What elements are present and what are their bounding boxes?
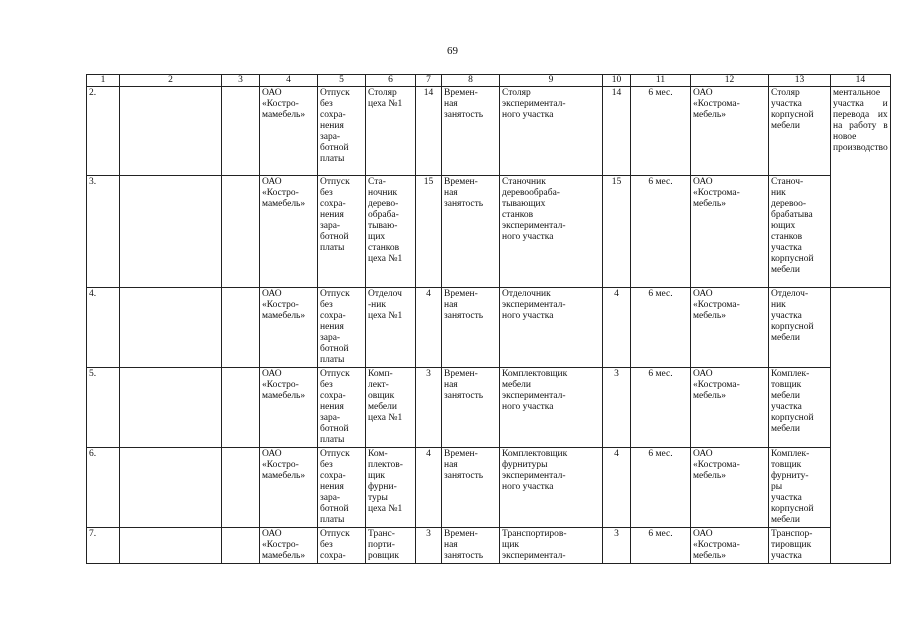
measure-cell: Отпуск без сохра- нения зара- ботной платы [318,87,366,176]
header-cell: 12 [691,75,769,87]
new-profession-cell: Комплектовщик мебели экспериментал- ного участка [500,368,603,448]
measure-cell: Отпуск без сохра- нения зара- ботной платы [318,448,366,528]
profession-cell: Отделоч -ник цеха №1 [366,288,416,368]
new-profession-cell: Столяр экспериментал- ного участка [500,87,603,176]
new-count-cell: 15 [603,176,631,288]
target-position-cell: Станоч- ник деревоо- брабатыва ющих станков участка корпусной мебели [769,176,831,288]
header-cell: 5 [318,75,366,87]
count-cell: 4 [416,288,442,368]
header-cell: 4 [260,75,318,87]
duration-cell: 6 мес. [631,87,691,176]
cell-col2 [120,176,222,288]
header-cell: 3 [222,75,260,87]
cell-col3 [222,368,260,448]
table-row [87,528,891,564]
organization-cell: ОАО «Костро- мамебель» [260,288,318,368]
new-count-cell: 14 [603,87,631,176]
organization-cell: ОАО «Костро- мамебель» [260,448,318,528]
organization-cell: ОАО «Костро- мамебель» [260,87,318,176]
count-cell: 14 [416,87,442,176]
count-cell: 3 [416,528,442,564]
header-cell: 13 [769,75,831,87]
employment-type-cell: Времен- ная занятость [442,528,500,564]
new-profession-cell: Комплектовщик фурнитуры экспериментал- ного участка [500,448,603,528]
header-cell: 11 [631,75,691,87]
new-organization-cell: ОАО «Кострома- мебель» [691,448,769,528]
header-cell: 14 [831,75,891,87]
table-row [87,87,891,176]
duration-cell: 6 мес. [631,528,691,564]
new-organization-cell: ОАО «Кострома- мебель» [691,288,769,368]
cell-col2 [120,528,222,564]
count-cell: 4 [416,448,442,528]
document-table [86,74,891,564]
header-cell: 1 [87,75,120,87]
new-profession-cell: Станочник деревообраба- тывающих станков экспериментал- ного участка [500,176,603,288]
new-profession-cell: Отделочник экспериментал- ного участка [500,288,603,368]
measure-cell: Отпуск без сохра- [318,528,366,564]
table-row [87,288,891,368]
new-count-cell: 3 [603,528,631,564]
new-count-cell: 4 [603,288,631,368]
cell-col2 [120,368,222,448]
target-position-cell: Комплек- товщик фурниту- ры участка корпусной мебели [769,448,831,528]
measure-cell: Отпуск без сохра- нения зара- ботной платы [318,288,366,368]
target-position-cell: Отделоч- ник участка корпусной мебели [769,288,831,368]
row-number: 5. [87,368,120,448]
organization-cell: ОАО «Костро- мамебель» [260,176,318,288]
row-number: 3. [87,176,120,288]
target-position-cell: Комплек- товщик мебели участка корпусной мебели [769,368,831,448]
page-number: 69 [447,45,458,57]
cell-col3 [222,448,260,528]
table-row [87,448,891,528]
employment-type-cell: Времен- ная занятость [442,87,500,176]
cell-col3 [222,176,260,288]
target-position-cell: Столяр участка корпусной мебели [769,87,831,176]
duration-cell: 6 мес. [631,176,691,288]
organization-cell: ОАО «Костро- мамебель» [260,528,318,564]
measure-cell: Отпуск без сохра- нения зара- ботной платы [318,176,366,288]
header-cell: 7 [416,75,442,87]
profession-cell: Ком- плектов- щик фурни- туры цеха №1 [366,448,416,528]
employment-type-cell: Времен- ная занятость [442,448,500,528]
note-cell-empty [831,288,891,564]
count-cell: 3 [416,368,442,448]
duration-cell: 6 мес. [631,288,691,368]
header-row [87,75,891,87]
new-organization-cell: ОАО «Кострома- мебель» [691,368,769,448]
employment-type-cell: Времен- ная занятость [442,176,500,288]
profession-cell: Ста- ночник дерево- обраба- тываю- щих станков цеха №1 [366,176,416,288]
header-cell: 2 [120,75,222,87]
employment-type-cell: Времен- ная занятость [442,288,500,368]
new-count-cell: 4 [603,448,631,528]
duration-cell: 6 мес. [631,368,691,448]
cell-col2 [120,87,222,176]
new-organization-cell: ОАО «Кострома- мебель» [691,176,769,288]
row-number: 6. [87,448,120,528]
cell-col3 [222,528,260,564]
row-number: 7. [87,528,120,564]
measure-cell: Отпуск без сохра- нения зара- ботной платы [318,368,366,448]
target-position-cell: Транспор- тировщик участка [769,528,831,564]
cell-col2 [120,448,222,528]
header-cell: 10 [603,75,631,87]
new-organization-cell: ОАО «Кострома- мебель» [691,87,769,176]
new-organization-cell: ОАО «Кострома- мебель» [691,528,769,564]
profession-cell: Транс- порти- ровщик [366,528,416,564]
header-cell: 6 [366,75,416,87]
note-cell: ментальное участка и перевода их на работу в новое производство [831,87,891,288]
organization-cell: ОАО «Костро- мамебель» [260,368,318,448]
table-row [87,176,891,288]
count-cell: 15 [416,176,442,288]
cell-col3 [222,288,260,368]
profession-cell: Столяр цеха №1 [366,87,416,176]
row-number: 4. [87,288,120,368]
table-row [87,368,891,448]
profession-cell: Комп- лект- овщик мебели цеха №1 [366,368,416,448]
employment-type-cell: Времен- ная занятость [442,368,500,448]
header-cell: 8 [442,75,500,87]
row-number: 2. [87,87,120,176]
duration-cell: 6 мес. [631,448,691,528]
cell-col2 [120,288,222,368]
new-profession-cell: Транспортиров- щик экспериментал- [500,528,603,564]
cell-col3 [222,87,260,176]
header-cell: 9 [500,75,603,87]
new-count-cell: 3 [603,368,631,448]
